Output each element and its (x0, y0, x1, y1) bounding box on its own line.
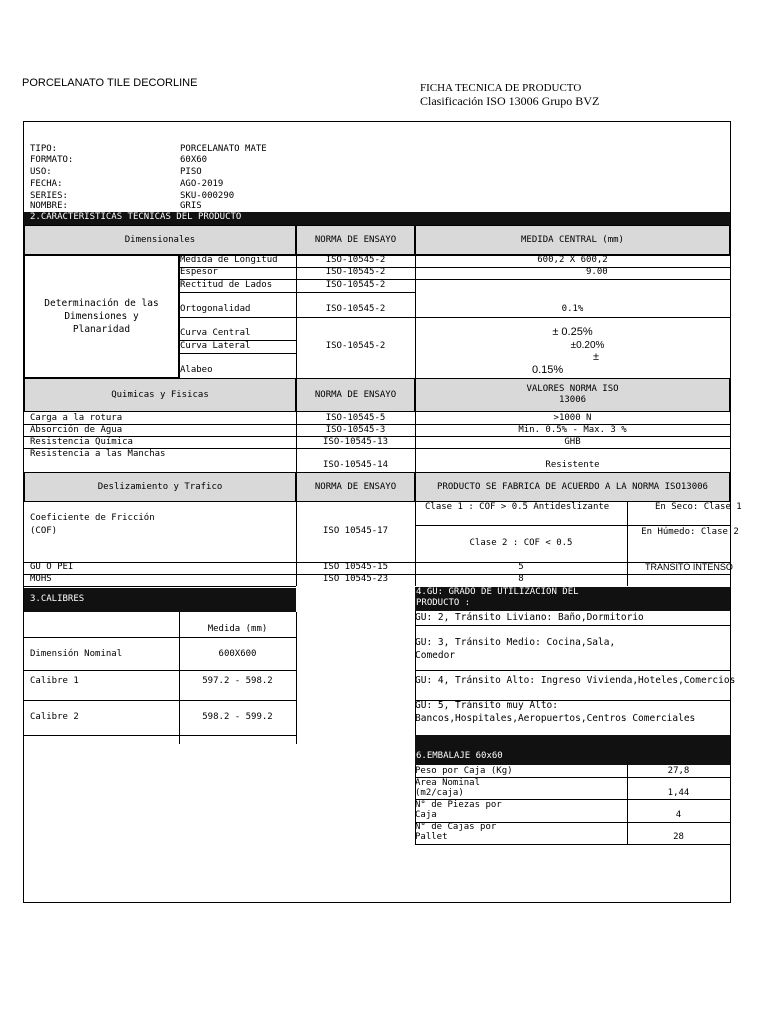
producto-header: PRODUCTO SE FABRICA DE ACUERDO A LA NORMA ISO13006 (415, 472, 730, 502)
company-name: PORCELANATO TILE DECORLINE (22, 77, 198, 89)
section4-title (415, 587, 730, 611)
medida-central-header: MEDIDA CENTRAL (mm) (415, 225, 730, 255)
dimensionales-header: Dimensionales (24, 225, 296, 255)
grid-line (296, 562, 297, 586)
gu-description: GU: 4, Tránsito Alto: Ingreso Vivienda,Hoteles,Comercios (415, 675, 736, 686)
calibre-value: 597.2 - 598.2 (202, 676, 273, 686)
valores-header-line: 13006 (558, 395, 587, 405)
mohs-name: MOHS (30, 574, 52, 584)
dim-value: ± 0.25% (552, 326, 593, 338)
quim-norma: ISO-10545-13 (322, 437, 389, 447)
section6-title: 6.EMBALAJE 60x60 (415, 735, 730, 765)
grid-line (24, 586, 296, 587)
clase2-text: Clase 2 : COF < 0.5 (469, 538, 573, 548)
dim-name: Medida de Longitud (180, 255, 278, 265)
quim-norma: ISO-10545-5 (325, 413, 386, 423)
grid-line (24, 670, 296, 671)
calibre-col-header: Medida (mm) (207, 624, 268, 634)
grid-line (415, 625, 730, 626)
quim-name: Absorción de Agua (30, 425, 123, 435)
dim-name: Ortogonalidad (180, 304, 251, 314)
section3-title: 3.CALIBRES (24, 588, 296, 612)
dim-value: 600,2 X 600,2 (537, 255, 608, 265)
embalaje-value: 28 (673, 832, 684, 842)
dim-norma: ISO-10545-2 (325, 255, 386, 265)
clase2-condition: En Húmedo: Clase 2 (641, 527, 739, 537)
calibre-name: Dimensión Nominal (30, 649, 123, 659)
grid-line (179, 353, 296, 354)
info-label: NOMBRE: (30, 201, 68, 211)
dim-value: 0.15% (532, 364, 564, 376)
embalaje-value: 1,44 (667, 788, 690, 798)
classification: Clasificación ISO 13006 Grupo BVZ (420, 94, 600, 108)
dim-norma: ISO-10545-2 (325, 341, 386, 351)
info-row (30, 155, 630, 167)
gu-value: 5 (518, 562, 524, 572)
info-value: PORCELANATO MATE (180, 144, 267, 154)
section4-title-line: PRODUCTO : (416, 598, 471, 608)
grid-line (415, 670, 730, 671)
info-row (30, 179, 630, 191)
grid-line (296, 612, 297, 744)
quim-value: GHB (564, 437, 581, 447)
info-value: SKU-000290 (180, 191, 235, 201)
dim-value: 9.00 (586, 267, 608, 277)
norma-header: NORMA DE ENSAYO (296, 378, 415, 412)
quim-name: Resistencia Química (30, 437, 133, 447)
dim-norma: ISO-10545-2 (325, 304, 386, 314)
grid-line (24, 735, 296, 736)
dimension-group-label: Determinación de las Dimensiones y Planaridad (24, 255, 179, 378)
dim-value: ±0.20% (570, 340, 605, 351)
grid-line (24, 448, 730, 449)
mohs-norma: ISO 10545-23 (322, 574, 389, 584)
dim-name: Espesor (180, 267, 218, 277)
dim-value: 0.1% (561, 304, 584, 314)
embalaje-value: 27,8 (667, 766, 690, 776)
grid-line (24, 436, 730, 437)
valores-header (415, 378, 730, 412)
grid-line (415, 562, 416, 586)
cof-label: (COF) (30, 526, 58, 536)
dim-name: Rectitud de Lados (180, 280, 273, 290)
info-value: PISO (180, 167, 202, 177)
clase1-text: Clase 1 : COF > 0.5 Antideslizante (425, 502, 610, 512)
grid-line (296, 412, 297, 472)
grid-line (730, 765, 731, 845)
grid-line (179, 267, 730, 268)
info-label: FORMATO: (30, 155, 74, 165)
calibre-name: Calibre 1 (30, 676, 79, 686)
grid-line (24, 424, 730, 425)
embalaje-name: Area Nominal (m2/caja) (415, 778, 481, 798)
grid-line (179, 279, 730, 280)
info-row (30, 167, 630, 179)
info-row (30, 201, 630, 211)
embalaje-name: Peso por Caja (Kg) (415, 766, 513, 776)
grid-line (415, 412, 416, 472)
info-label: SERIES: (30, 191, 68, 201)
product-info (30, 144, 630, 211)
gu-description: GU: 3, Tránsito Medio: Cocina,Sala, Comedor (415, 637, 616, 661)
grid-line (179, 317, 730, 318)
grid-line (627, 562, 628, 586)
calibre-value: 600X600 (218, 649, 257, 659)
norma-header: NORMA DE ENSAYO (296, 472, 415, 502)
grid-line (296, 502, 297, 562)
gu-name: GU O PEI (30, 562, 74, 572)
grid-line (179, 292, 415, 293)
info-label: USO: (30, 167, 52, 177)
gu-norma: ISO 10545-15 (322, 562, 389, 572)
dim-name: Curva Central (180, 328, 251, 338)
gu-description: GU: 2, Tránsito Liviano: Baño,Dormitorio (415, 612, 644, 623)
deslizamiento-header: Deslizamiento y Trafico (24, 472, 296, 502)
section2-title: 2.CARACTERISTICAS TECNICAS DEL PRODUCTO (24, 212, 730, 225)
grid-line (24, 637, 296, 638)
grid-line (627, 502, 628, 562)
info-value: GRIS (180, 201, 202, 211)
embalaje-name: N° de Cajas por Pallet (415, 822, 497, 842)
quim-norma: ISO-10545-3 (325, 425, 386, 435)
dim-name: Alabeo (180, 365, 213, 375)
embalaje-name: N° de Piezas por Caja (415, 800, 502, 820)
grid-line (179, 255, 730, 256)
clase1-condition: En Seco: Clase 1 (655, 502, 742, 512)
dim-name: Curva Lateral (180, 341, 251, 351)
grid-line (415, 502, 416, 562)
gu-description: GU: 5, Tránsito muy Alto: Bancos,Hospitales,Aeropuertos,Centros Comerciales (415, 700, 696, 724)
info-label: FECHA: (30, 179, 63, 189)
norma-header: NORMA DE ENSAYO (296, 225, 415, 255)
embalaje-value: 4 (675, 810, 682, 820)
quim-value: Resistente (545, 460, 600, 470)
info-row (30, 191, 630, 201)
grid-line (415, 525, 730, 526)
calibre-value: 598.2 - 599.2 (202, 712, 273, 722)
grid-line (415, 844, 730, 845)
quim-value: Min. 0.5% - Max. 3 % (518, 425, 627, 435)
dim-norma: ISO-10545-2 (325, 267, 386, 277)
dim-value: ± (592, 351, 600, 363)
info-row (30, 144, 630, 155)
quim-name: Resistencia a las Manchas (30, 449, 166, 459)
section4-title-line: 4.GU: GRADO DE UTILIZACION DEL (416, 587, 579, 597)
valores-header-line: VALORES NORMA ISO (526, 384, 619, 394)
cof-norma: ISO 10545-17 (322, 526, 389, 536)
quim-name: Carga a la rotura (30, 413, 123, 423)
calibre-name: Calibre 2 (30, 712, 79, 722)
cof-label: Coeficiente de Fricción (30, 513, 155, 523)
dim-norma: ISO-10545-2 (325, 280, 386, 290)
gu-extra: TRANSITO INTENSO (645, 562, 733, 572)
info-value: 60X60 (180, 155, 208, 165)
info-label: TIPO: (30, 144, 58, 154)
grid-line (24, 700, 296, 701)
quim-value: >1000 N (553, 413, 592, 423)
grid-line (179, 340, 296, 341)
quimicas-header: Quimicas y Fisicas (24, 378, 296, 412)
quim-norma: ISO-10545-14 (322, 460, 389, 470)
doc-title: FICHA TECNICA DE PRODUCTO (420, 82, 582, 94)
mohs-value: 8 (518, 574, 524, 584)
info-value: AGO-2019 (180, 179, 224, 189)
